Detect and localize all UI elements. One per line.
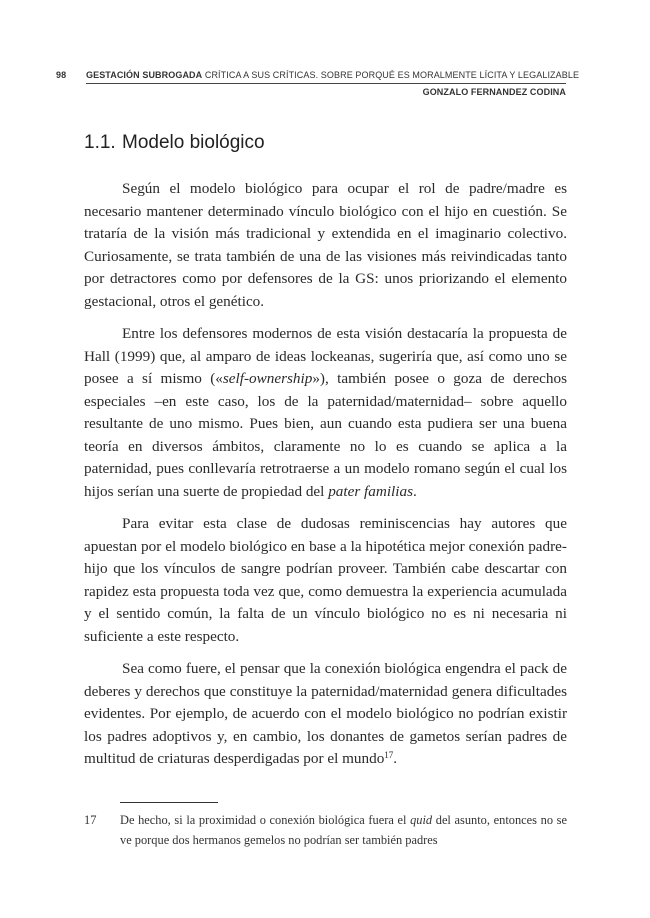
footnote-rule: [120, 802, 218, 803]
paragraph-2-text-c: .: [413, 482, 417, 500]
footnote-text-b: del asunto, entonces no se ve porque dos hermanos gemelos no podrían ser también padres: [120, 813, 567, 847]
paragraph-2-italic-latin: pater familias: [328, 482, 413, 500]
paragraph-2-text-a: Entre los defensores modernos de esta visión destacaría la propuesta de Hall (1999) que, al amparo de ideas lockeanas, sugeriría que, así como uno se posee a sí mismo («: [84, 325, 567, 387]
paragraph-1: Según el modelo biológico para ocupar el rol de padre/madre es necesario mantener determinado vínculo biológico con el hijo en cuestión. Se trataría de la visión más tradicional y extendida en el imaginario colectivo. Curiosamente, se trata también de una de las visiones más reivindicadas tanto por detractores como por defensores de la GS: unos priorizando el elemento gestacional, otros el genético.: [84, 180, 567, 310]
paragraph-2-text-b: »), también posee o goza de derechos especiales –en este caso, los de la paternidad/maternidad– sobre aquello resultante de uno mismo. Pues bien, aun cuando esta pudiera ser una buena teoría en diversos ámbitos, claramente no lo es cuando se aplica a la paternidad, pues conllevaría retrotraerse a un modelo romano según el cual los hijos serían una suerte de propiedad del: [84, 370, 567, 500]
paragraph-4-text: Sea como fuere, el pensar que la conexión biológica engendra el pack de deberes y derechos que constituye la paternidad/maternidad genera dificultades evidentes. Por ejemplo, de acuerdo con el modelo biológico no podrían existir los padres adoptivos y, en cambio, los donantes de gametos serían padres de multitud de criaturas desperdigadas por el mundo: [84, 660, 567, 767]
book-title: GESTACIÓN SUBROGADA: [86, 70, 203, 80]
running-header: [56, 68, 580, 99]
footnote-reference[interactable]: 17: [384, 750, 394, 760]
paragraph-2: [84, 323, 567, 503]
section-number: 1.1.: [84, 132, 116, 153]
paragraph-4: [84, 658, 567, 771]
header-line: [56, 68, 580, 82]
footnote-text-a: De hecho, si la proximidad o conexión biológica fuera el: [120, 813, 411, 827]
paragraph-3: Para evitar esta clase de dudosas reminiscencias hay autores que apuestan por el modelo biológico en base a la hipotética mejor conexión padre-hijo que los vínculos de sangre podrían proveer. También cabe descartar con rapidez esta propuesta toda vez que, como demuestra la experiencia acumulada y el sentido común, la falta de un vínculo biológico no es ni necesaria ni suficiente a este respecto.: [84, 515, 567, 645]
footnote-text: [120, 810, 567, 850]
paragraph-4-end: .: [393, 750, 398, 767]
footnote: [84, 810, 567, 850]
section-title: Modelo biológico: [122, 132, 265, 153]
footnote-italic-term: quid: [410, 813, 433, 827]
book-subtitle: CRÍTICA A SUS CRÍTICAS. SOBRE PORQUÉ ES MORALMENTE LÍCITA Y LEGALIZABLE: [204, 70, 580, 80]
paragraph-2-italic-term: self-ownership: [222, 370, 313, 387]
footnote-number: 17: [84, 813, 97, 827]
header-rule: [86, 83, 566, 84]
body-text: [84, 178, 567, 781]
page-number: 98: [56, 70, 67, 80]
section-heading: [84, 132, 265, 154]
author-name: GONZALO FERNANDEZ CODINA: [422, 87, 566, 97]
